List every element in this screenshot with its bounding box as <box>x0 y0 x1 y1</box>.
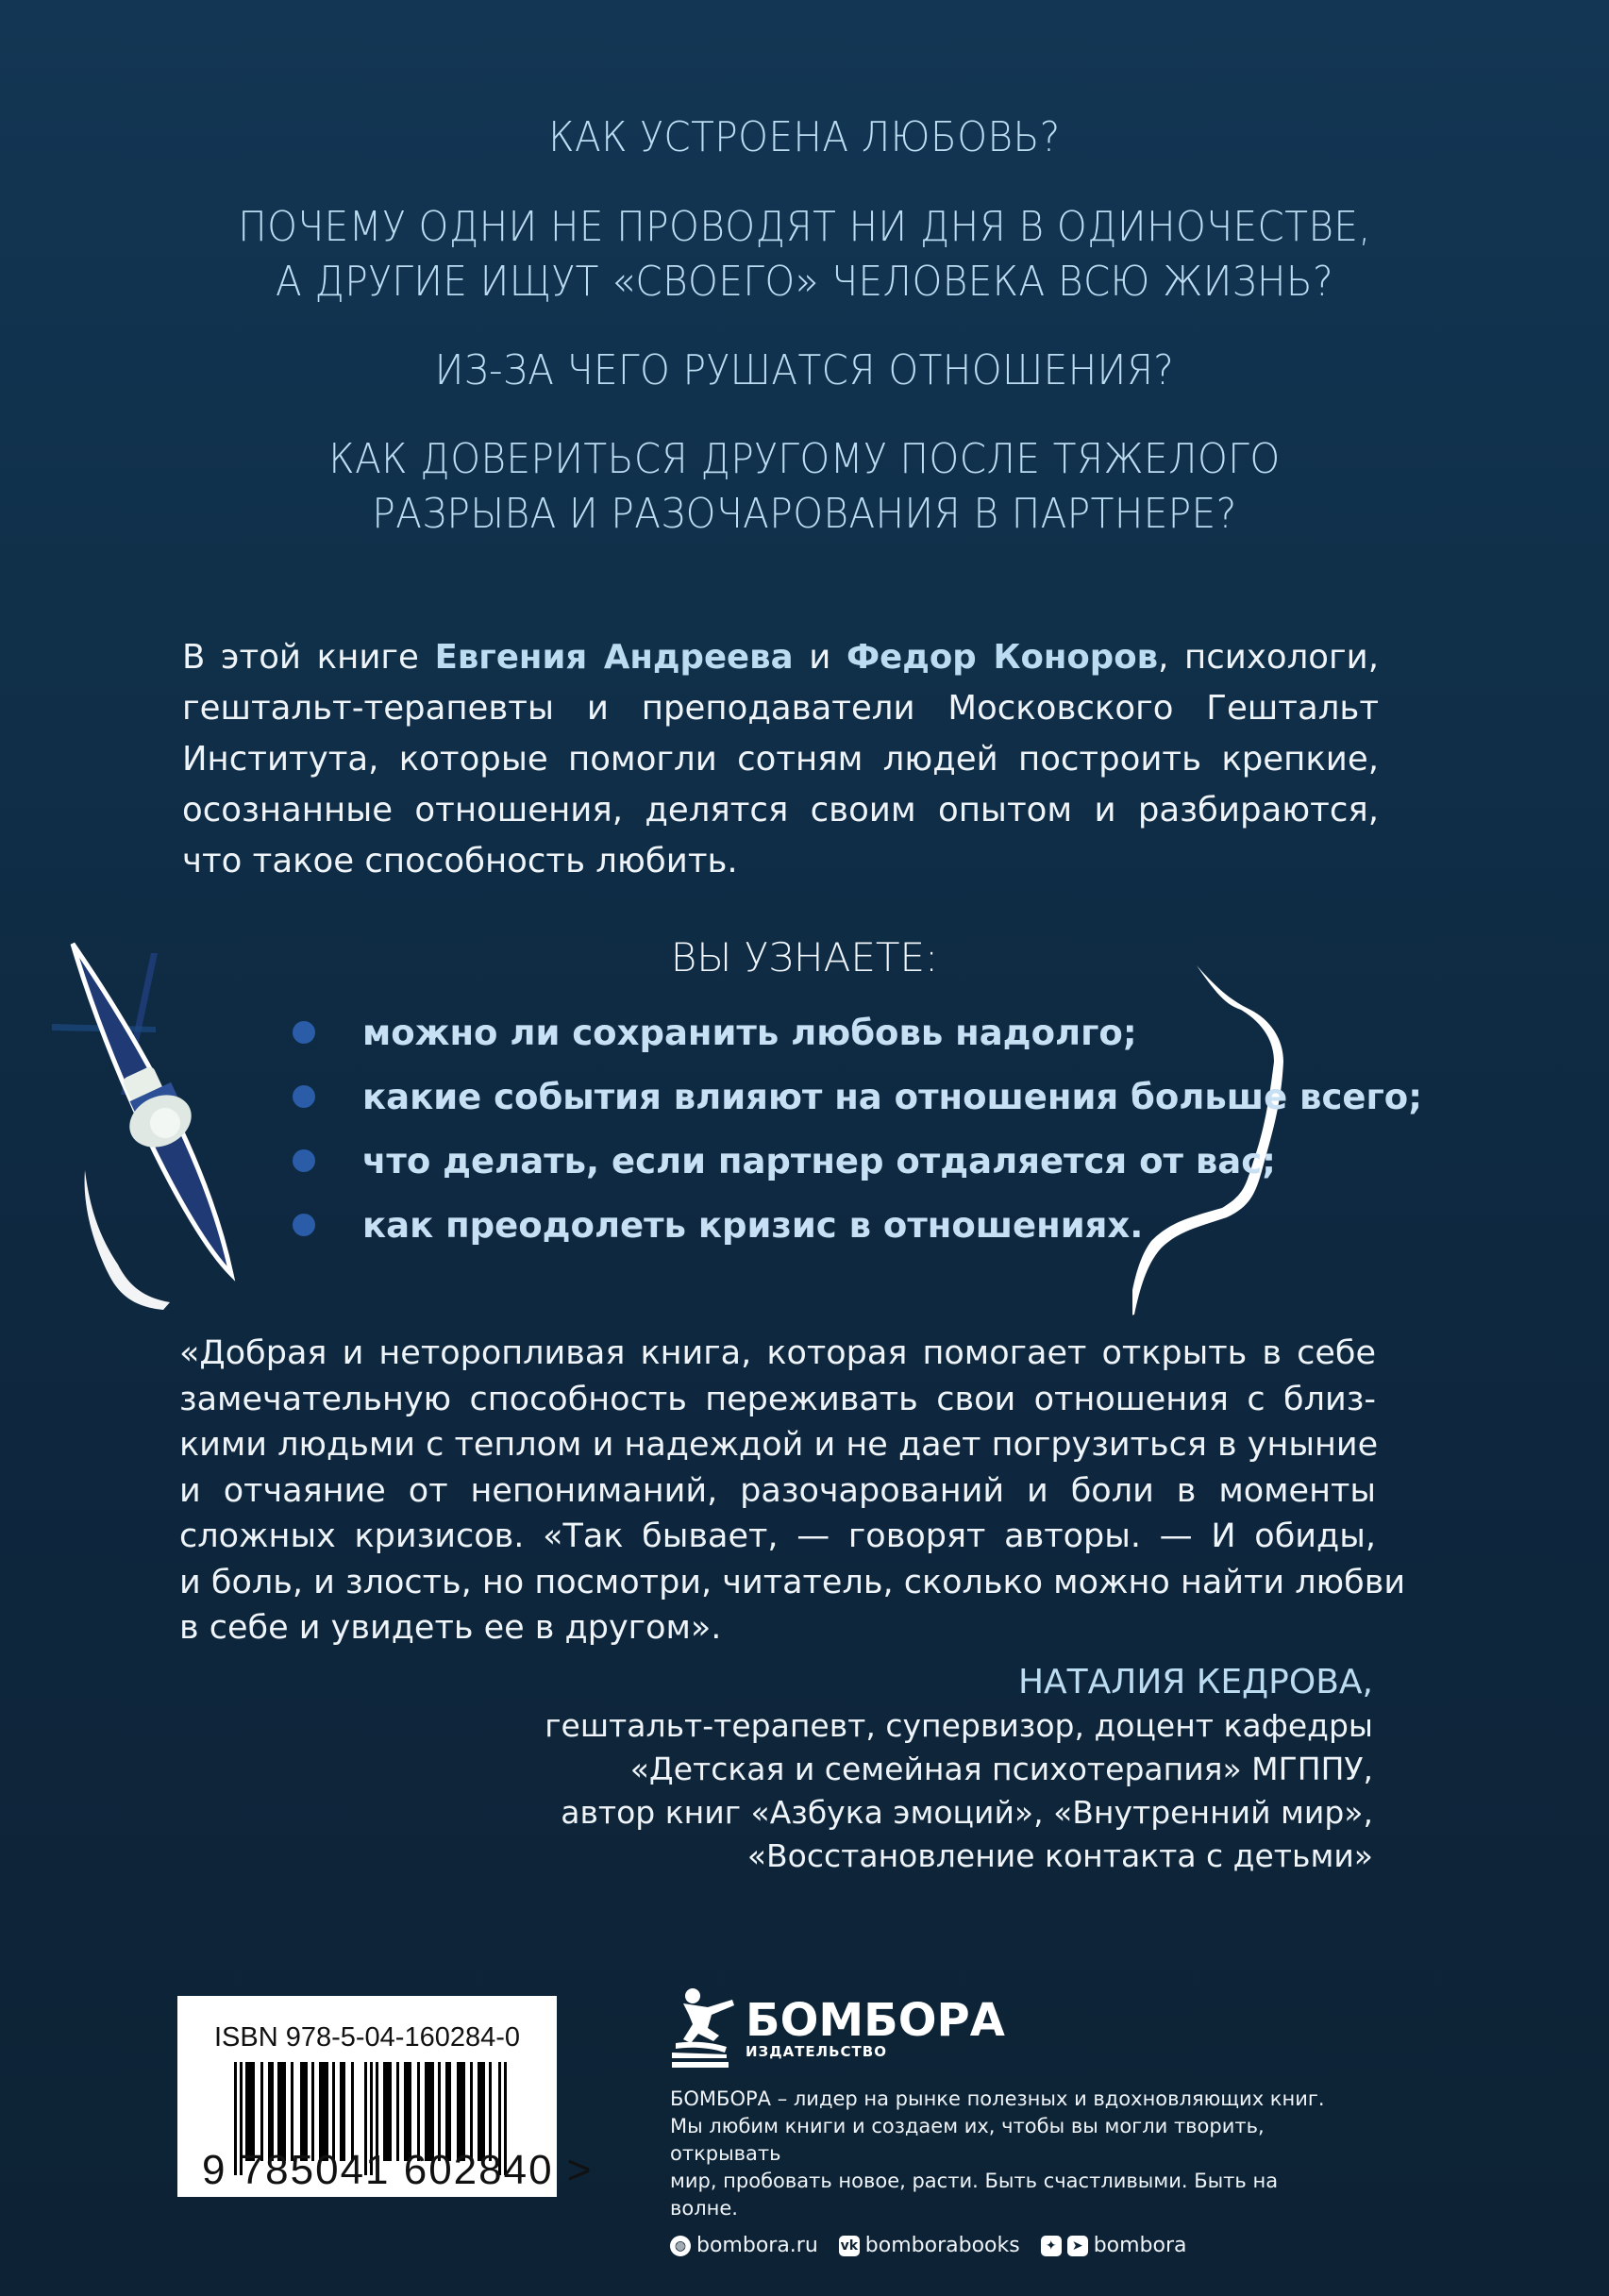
isbn-barcode <box>177 1996 594 2197</box>
learn-item: что делать, если партнер отдаляется от вас; <box>293 1129 1422 1193</box>
question-2-line-2: А ДРУГИЕ ИЩУТ «СВОЕГО» ЧЕЛОВЕКА ВСЮ ЖИЗНЬ? <box>275 258 1334 306</box>
question-3: ИЗ-ЗА ЧЕГО РУШАТСЯ ОТНОШЕНИЯ? <box>434 346 1175 394</box>
bullet-dot-icon <box>293 1021 315 1044</box>
intro-line-1: В этой книге Евгения Андреева и Федор Коноров, психологи, <box>182 638 1379 677</box>
publisher-name: БОМБОРА <box>746 1994 1005 2047</box>
question-1: КАК УСТРОЕНА ЛЮБОВЬ? <box>548 113 1061 161</box>
publisher-block <box>670 1982 1331 2257</box>
learn-list <box>293 1000 1422 1257</box>
intro-paragraph <box>182 632 1379 887</box>
telegram-icon: ➤ <box>1067 2236 1088 2256</box>
surfer-logo-icon <box>670 1986 738 2071</box>
review-quote: «Добрая и неторопливая книга, которая помогает открыть в себе замечательную способность переживать свои отношения с близ- кими людьми с теплом и надеждой и не дает погрузиться в уныние и отчаяние от непониманий, разочарований и боли в моменты сложных кризисов. «Так бывает, — говорят авторы. — И обиды, и боль, и злость, но посмотри, читатель, сколько можно найти любви в себе и увидеть ее в другом». <box>179 1334 1406 1647</box>
reviewer-name: НАТАЛИЯ КЕДРОВА, <box>1017 1663 1373 1701</box>
social-website[interactable]: ◍ bombora.ru <box>670 2234 818 2257</box>
bullet-dot-icon <box>293 1214 315 1236</box>
question-4-line-1: КАК ДОВЕРИТЬСЯ ДРУГОМУ ПОСЛЕ ТЯЖЕЛОГО <box>328 435 1281 483</box>
intro-line-4: осознанные отношения, делятся своим опытом и разбираются, <box>182 791 1379 830</box>
wake-ripple-left-icon <box>85 1170 170 1310</box>
learn-item: можно ли сохранить любовь надолго; <box>293 1000 1422 1064</box>
bullet-dot-icon <box>293 1149 315 1172</box>
social-vk[interactable]: vk bomborabooks <box>840 2234 1020 2257</box>
intro-line-2: гештальт-терапевты и преподаватели Московского Гештальт <box>182 689 1379 728</box>
learn-item: какие события влияют на отношения больше всего; <box>293 1064 1422 1129</box>
author-name-1: Евгения Андреева <box>434 638 794 677</box>
review-attribution: НАТАЛИЯ КЕДРОВА, гештальт-терапевт, супервизор, доцент кафедры «Детская и семейная психотерапия» МГППУ, автор книг «Азбука эмоций», «Внутренний мир», «Восстановление контакта с детьми» <box>545 1663 1373 1874</box>
kayak-illustration <box>52 925 269 1331</box>
social-telegram[interactable]: ✦ ➤ bombora <box>1041 2234 1187 2257</box>
intro-line-3: Института, которые помогли сотням людей построить крепкие, <box>182 740 1379 779</box>
social-links <box>670 2234 1331 2257</box>
question-2-line-1: ПОЧЕМУ ОДНИ НЕ ПРОВОДЯТ НИ ДНЯ В ОДИНОЧЕСТВЕ, <box>238 203 1371 251</box>
globe-icon: ◍ <box>670 2236 691 2256</box>
intro-line-5: что такое способность любить. <box>182 842 738 880</box>
publisher-subtitle: ИЗДАТЕЛЬСТВО <box>746 2043 887 2060</box>
isbn-label: ISBN 978-5-04-160284-0 <box>213 2022 521 2053</box>
vk-icon: vk <box>839 2236 860 2256</box>
learn-title: ВЫ УЗНАЕТЕ: <box>670 934 939 980</box>
publisher-description: БОМБОРА – лидер на рынке полезных и вдохновляющих книг. Мы любим книги и создаем их, чтобы вы могли творить, открывать мир, пробовать новое, расти. Быть счастливыми. Быть на волне. <box>670 2087 1325 2220</box>
publisher-logo <box>670 1982 1331 2076</box>
sparkle-icon: ✦ <box>1041 2236 1062 2256</box>
learn-item: как преодолеть кризис в отношениях. <box>293 1193 1422 1257</box>
bullet-dot-icon <box>293 1085 315 1108</box>
question-4-line-2: РАЗРЫВА И РАЗОЧАРОВАНИЯ В ПАРТНЕРЕ? <box>372 490 1237 538</box>
author-name-2: Федор Коноров <box>846 638 1159 677</box>
barcode-digits: 9 785041 602840 > <box>202 2147 594 2193</box>
